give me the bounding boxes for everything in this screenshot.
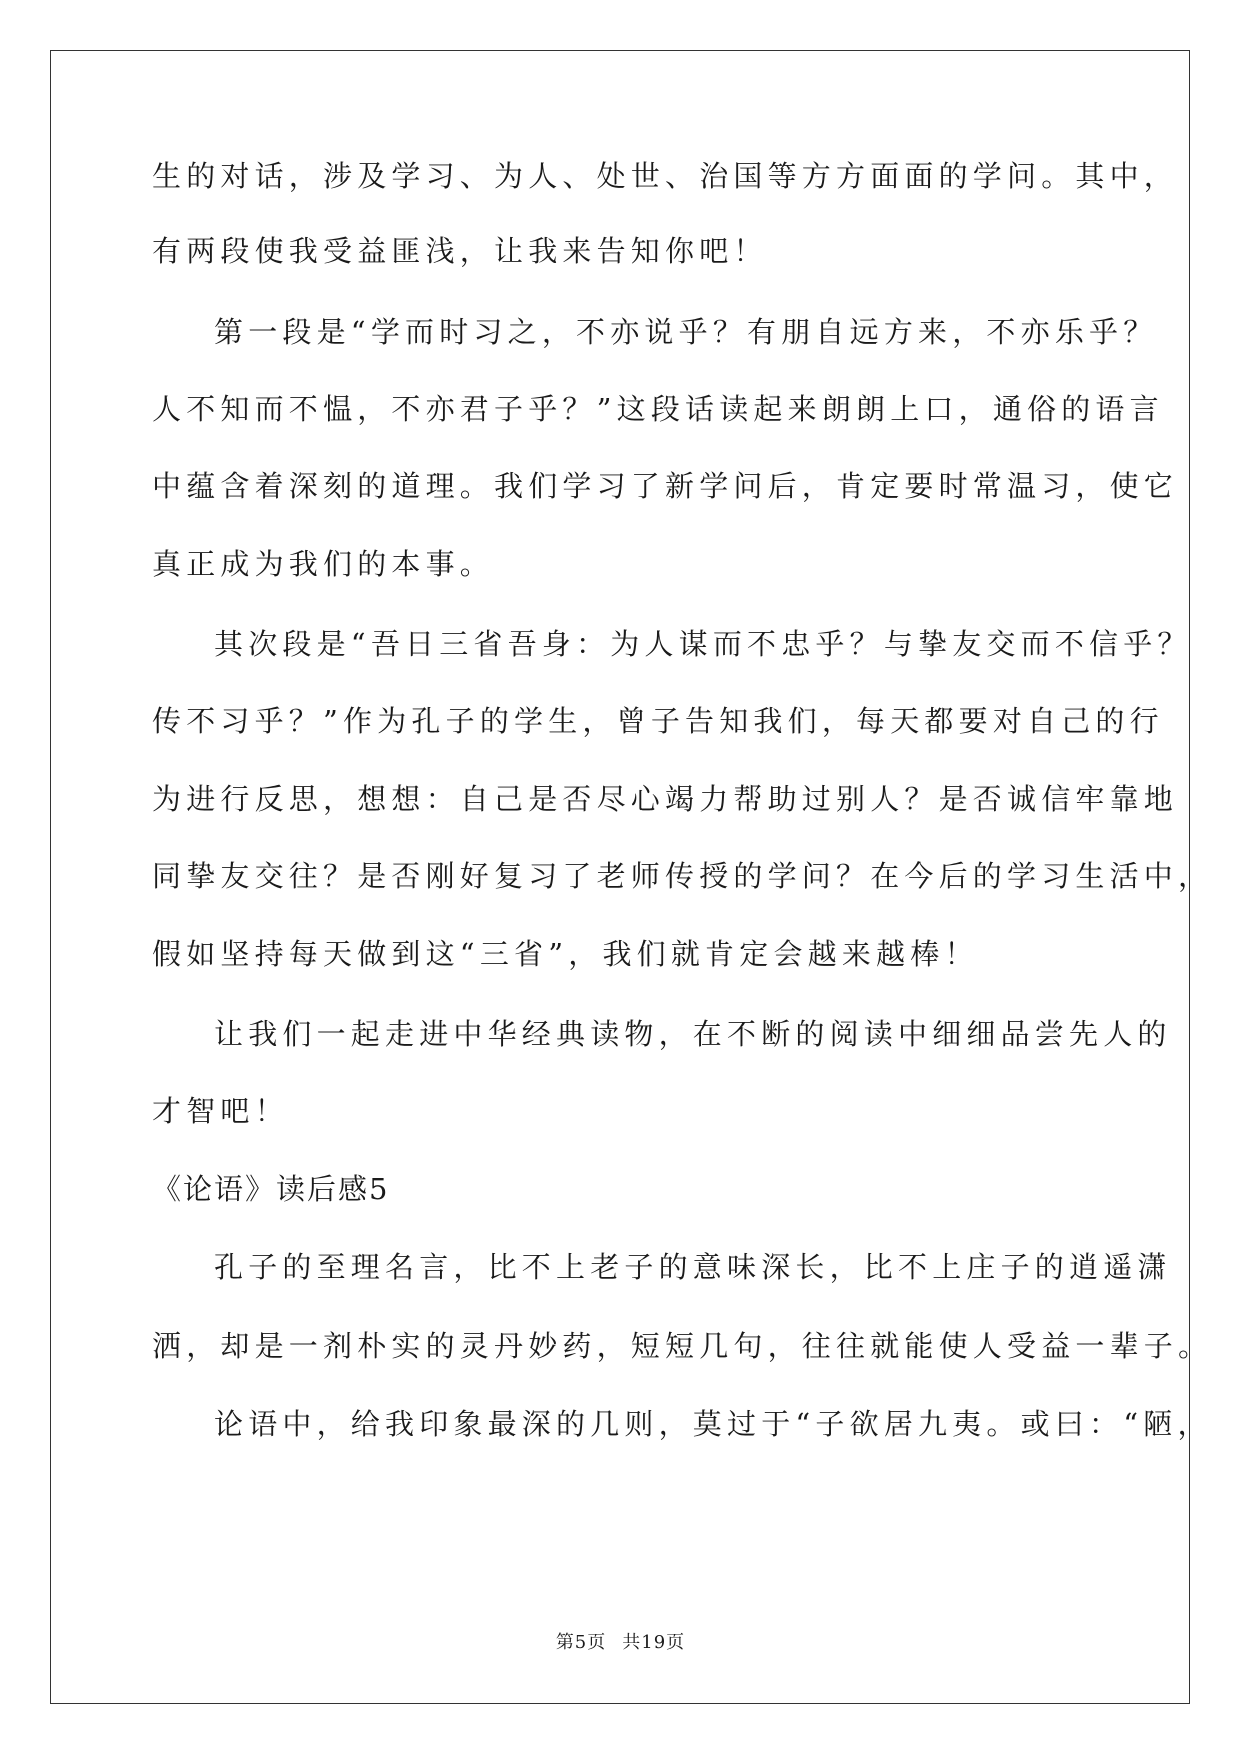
text-line: 假如坚持每天做到这“三省”，我们就肯定会越来越棒！ bbox=[152, 937, 979, 971]
text-line: 中蕴含着深刻的道理。我们学习了新学问后，肯定要时常温习，使它 bbox=[152, 469, 1179, 503]
page-footer bbox=[0, 1628, 1241, 1654]
text-line: 传不习乎？”作为孔子的学生，曾子告知我们，每天都要对自己的行 bbox=[152, 704, 1164, 738]
text-line: 孔子的至理名言，比不上老子的意味深长，比不上庄子的逍遥潇 bbox=[214, 1250, 1172, 1284]
text-line: 有两段使我受益匪浅，让我来告知你吧！ bbox=[152, 234, 768, 268]
text-line: 同挚友交往？是否刚好复习了老师传授的学问？在今后的学习生活中， bbox=[152, 859, 1213, 893]
text-line: 人不知而不愠，不亦君子乎？”这段话读起来朗朗上口，通俗的语言 bbox=[152, 392, 1164, 426]
text-line: 其次段是“吾日三省吾身：为人谋而不忠乎？与挚友交而不信乎？ bbox=[214, 627, 1192, 661]
text-line: 生的对话，涉及学习、为人、处世、治国等方方面面的学问。其中， bbox=[152, 159, 1179, 193]
section-heading: 《论语》读后感5 bbox=[152, 1172, 390, 1206]
page-number: 第5页 bbox=[555, 1632, 607, 1653]
text-line: 论语中，给我印象最深的几则，莫过于“子欲居九夷。或曰：“陋， bbox=[214, 1407, 1212, 1441]
text-line: 真正成为我们的本事。 bbox=[152, 547, 495, 581]
page-total: 共19页 bbox=[622, 1632, 686, 1653]
text-line: 第一段是“学而时习之，不亦说乎？有朋自远方来，不亦乐乎？ bbox=[214, 315, 1158, 349]
text-line: 让我们一起走进中华经典读物，在不断的阅读中细细品尝先人的 bbox=[214, 1017, 1172, 1051]
text-line: 为进行反思，想想：自己是否尽心竭力帮助过别人？是否诚信牢靠地 bbox=[152, 782, 1179, 816]
text-line: 才智吧！ bbox=[152, 1094, 289, 1128]
text-line: 洒，却是一剂朴实的灵丹妙药，短短几句，往往就能使人受益一辈子。 bbox=[152, 1329, 1213, 1363]
